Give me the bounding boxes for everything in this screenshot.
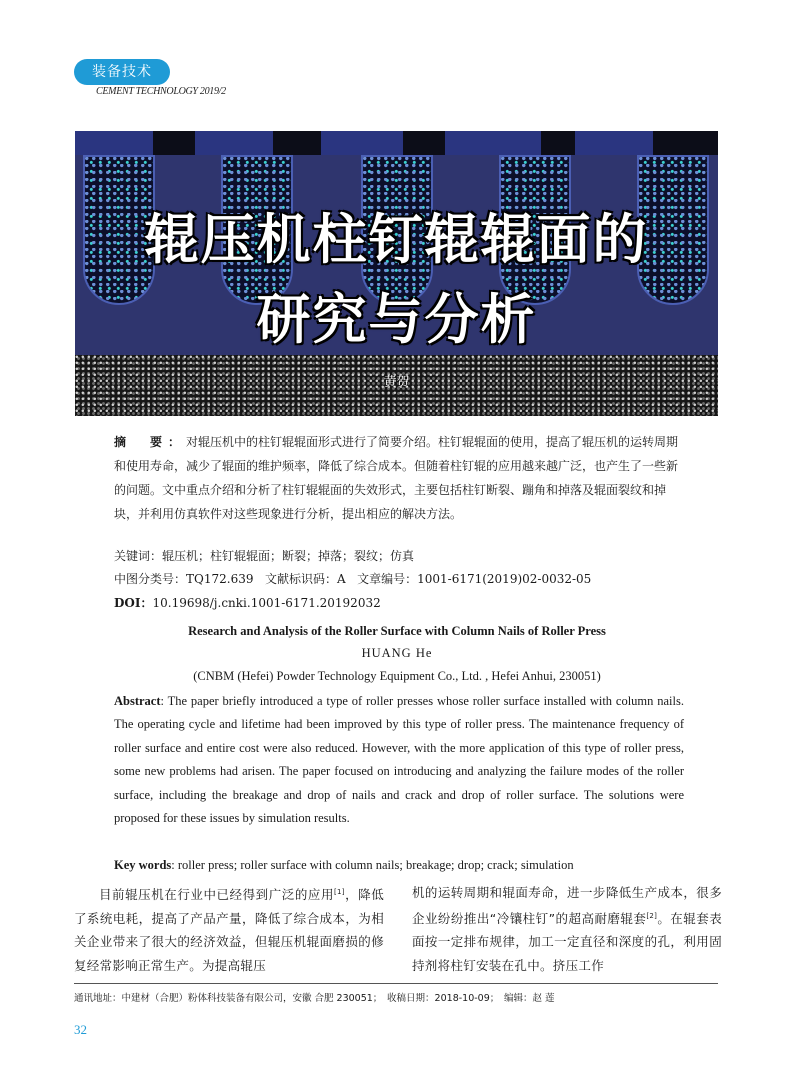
keywords-label: 关键词： — [114, 549, 163, 563]
chinese-keywords — [114, 545, 414, 567]
english-keywords-text: : roller press; roller surface with column nails; breakage; drop; crack; simulation — [171, 858, 574, 872]
article-title-line1: 辊压机柱钉辊辊面的 — [144, 208, 649, 271]
doi-value[interactable]: 10.19698/j.cnki.1001-6171.20192032 — [152, 596, 381, 610]
english-abstract-text: : The paper briefly introduced a type of roller presses whose roller surface installed with column nails. The operating cycle and lifetime had been improved by this type of roller press. The maintenance frequency of roller surface and entire cost were also reduced. However, with the more application of this type of roller press, some new problems had arisen. The paper focused on introducing and analyzing the failure modes of the roller surface, including the breakage and drop of nails and crack and drop of roller surface. The solutions were proposed for these issues by simulation results. — [114, 694, 684, 826]
clc-label: 中图分类号： — [114, 572, 187, 586]
abstract-label: 摘 要： — [114, 435, 187, 449]
reference-1[interactable]: [1] — [334, 888, 345, 896]
article-number-value: 1001-6171(2019)02-0032-05 — [417, 572, 592, 586]
article-author: 黄贺 — [383, 375, 410, 390]
body-column-right — [412, 881, 722, 977]
doc-code-value: A — [336, 572, 346, 586]
footnote-divider — [74, 983, 718, 984]
body-right-text-cont: 。在辊套表面按一定排布规律，加工一定直径和深度的孔，利用固持剂将柱钉安装在孔中。挤压工作 — [412, 910, 722, 973]
english-author: HUANG He — [361, 646, 433, 660]
clc-value: TQ172.639 — [186, 572, 254, 586]
body-right-text: 机的运转周期和辊面寿命，进一步降低生产成本，很多企业纷纷推出“冷镶柱钉”的超高耐磨辊套 — [412, 885, 722, 926]
body-left-text-cont: ，降低了系统电耗，提高了产品产量，降低了综合成本，为相关企业带来了很大的经济效益，但辊压机辊面磨损的修复经常影响正常生产。为提高辊压 — [74, 887, 384, 973]
doi-label: DOI： — [114, 596, 153, 610]
hero-top-blocks — [75, 131, 718, 155]
page-number: 32 — [74, 1022, 87, 1037]
article-title-line2: 研究与分析 — [256, 288, 537, 351]
keywords-text: 辊压机；柱钉辊辊面；断裂；掉落；裂纹；仿真 — [162, 549, 415, 563]
body-left-text: 目前辊压机在行业中已经得到广泛的应用 — [99, 887, 334, 903]
english-keywords-label: Key words — [114, 858, 172, 872]
reference-2[interactable]: [2] — [646, 911, 658, 920]
body-column-left — [74, 881, 384, 977]
article-number-label: 文章编号： — [357, 572, 418, 586]
english-title: Research and Analysis of the Roller Surface with Column Nails of Roller Press — [188, 624, 606, 638]
classification-line — [114, 568, 591, 590]
abstract-text: 对辊压机中的柱钉辊辊面形式进行了简要介绍。柱钉辊辊面的使用，提高了辊压机的运转周期和使用寿命，减少了辊面的维护频率，降低了综合成本。但随着柱钉辊的应用越来越广泛，也产生了一些新的问题。文中重点介绍和分析了柱钉辊辊面的失效形式，主要包括柱钉断裂、蹦角和掉落及辊面裂纹和掉块，并利用仿真软件对这些现象进行分析，提出相应的解决方法。 — [114, 435, 679, 521]
english-affiliation: (CNBM (Hefei) Powder Technology Equipment Co., Ltd. , Hefei Anhui, 230051) — [193, 669, 601, 683]
hero-banner — [75, 131, 718, 416]
footnote: 通讯地址：中建材（合肥）粉体科技装备有限公司，安徽 合肥 230051； 收稿日期：2018-10-09； 编辑：赵 莲 — [74, 993, 555, 1004]
english-abstract — [114, 690, 684, 830]
section-tag: 装备技术 — [74, 59, 170, 85]
doi-line — [114, 592, 381, 614]
english-abstract-label: Abstract — [114, 694, 161, 708]
chinese-abstract — [114, 430, 684, 526]
doc-code-label: 文献标识码： — [264, 572, 337, 586]
english-keywords — [114, 854, 684, 876]
journal-name: CEMENT TECHNOLOGY 2019/2 — [96, 86, 226, 97]
